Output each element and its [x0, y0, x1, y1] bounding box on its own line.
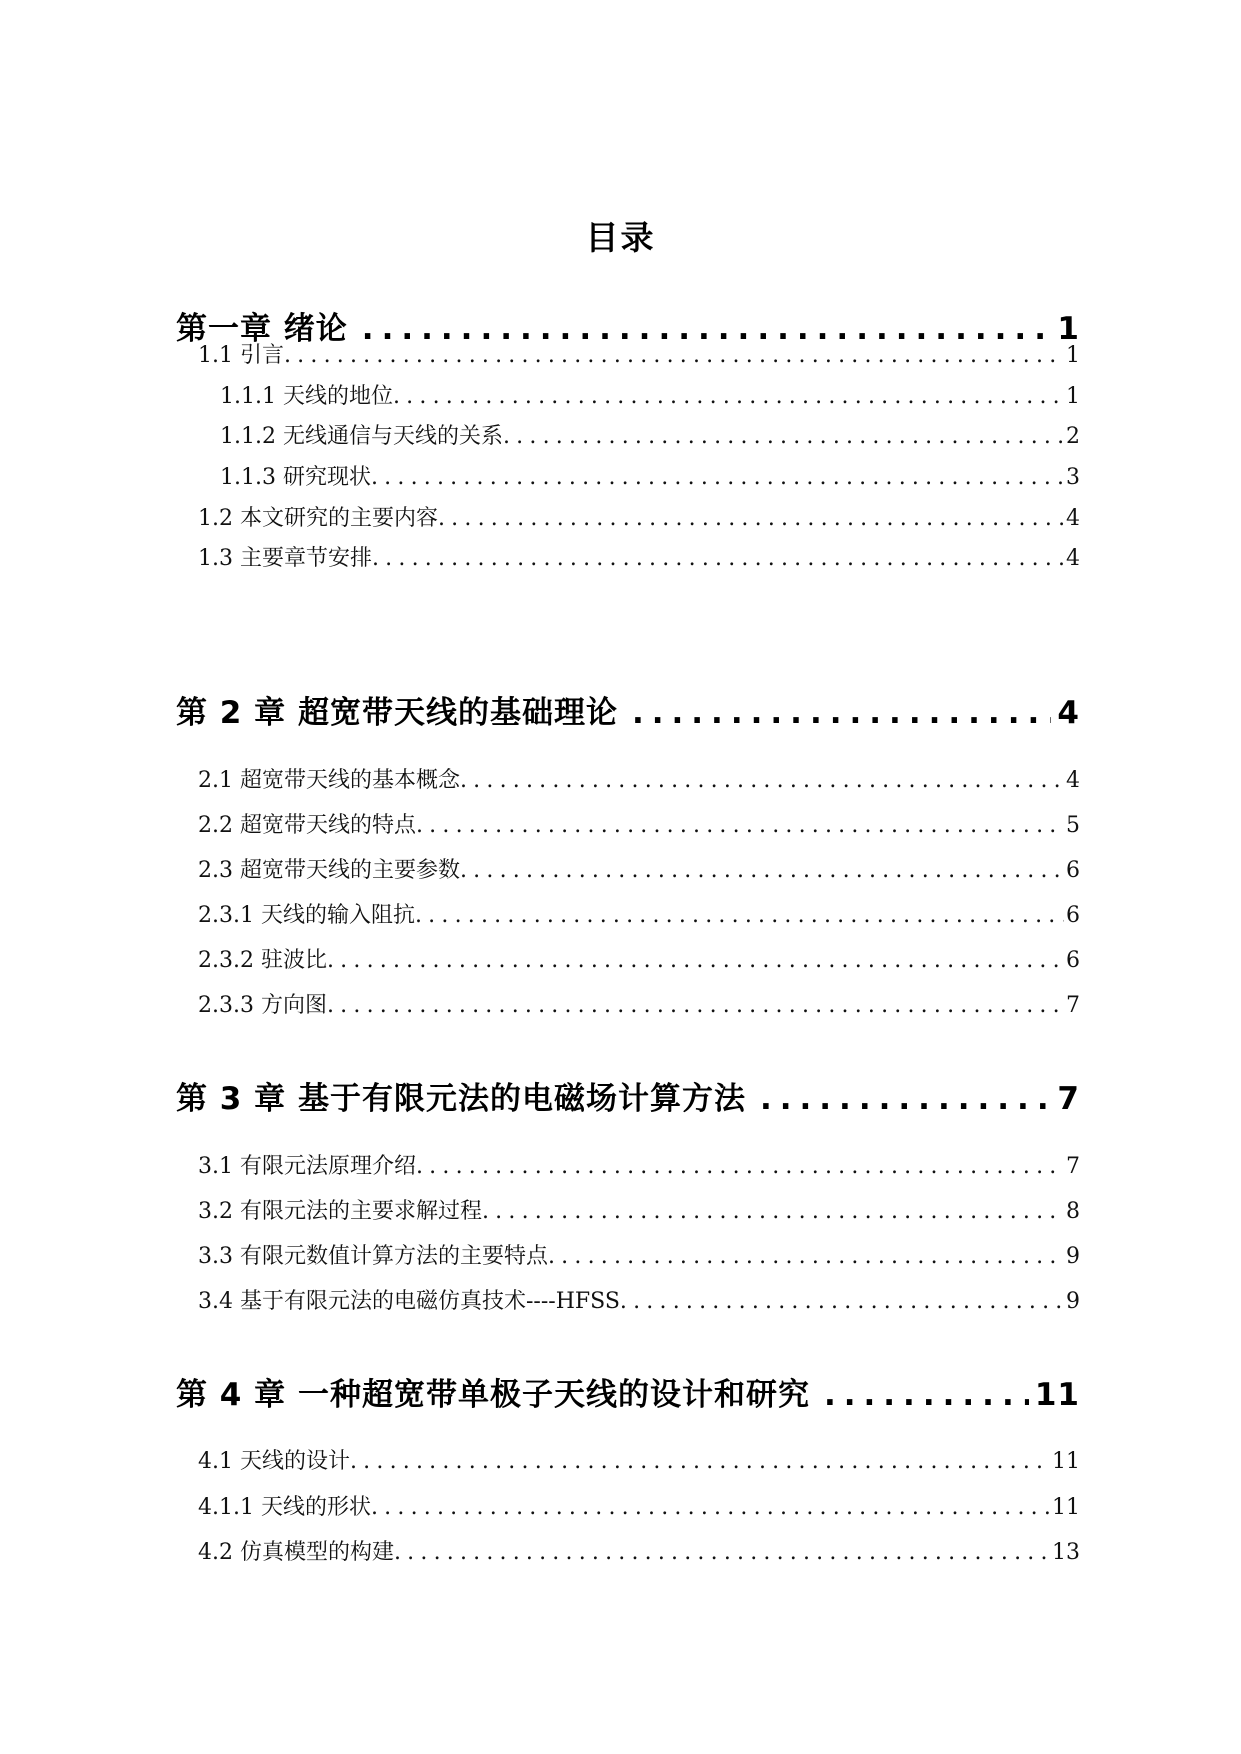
toc-section[interactable]: [198, 808, 1080, 838]
section-title: 4.2 仿真模型的构建: [198, 1540, 394, 1565]
dot-leader: [393, 384, 1064, 409]
dot-leader: [620, 1289, 1064, 1314]
toc-title: 目录: [585, 218, 656, 257]
section-page-number: 1: [1066, 384, 1080, 409]
toc-chapter-2[interactable]: [176, 687, 1080, 731]
section-title: 1.1.3 研究现状: [220, 465, 371, 490]
section-page-number: 11: [1052, 1495, 1080, 1520]
section-page-number: 7: [1066, 1154, 1080, 1179]
dot-leader: [746, 1081, 1051, 1117]
dot-leader: [350, 1449, 1050, 1474]
chapter-page-number: 11: [1034, 1377, 1080, 1413]
chapter-page-number: 4: [1057, 695, 1080, 731]
dot-leader: [416, 813, 1064, 838]
section-title: 1.2 本文研究的主要内容: [198, 506, 438, 531]
dot-leader: [618, 695, 1051, 731]
toc-section[interactable]: [198, 1535, 1080, 1565]
section-page-number: 8: [1066, 1199, 1080, 1224]
toc-chapter-3[interactable]: [176, 1073, 1080, 1117]
toc-section[interactable]: [198, 988, 1080, 1018]
dot-leader: [416, 1154, 1064, 1179]
dot-leader: [438, 506, 1064, 531]
toc-section[interactable]: [198, 501, 1080, 531]
section-title: 2.3.3 方向图: [198, 993, 327, 1018]
section-page-number: 6: [1066, 903, 1080, 928]
section-page-number: 11: [1052, 1449, 1080, 1474]
chapter-page-number: 1: [1057, 311, 1080, 347]
section-page-number: 5: [1066, 813, 1080, 838]
section-title: 4.1.1 天线的形状: [198, 1495, 371, 1520]
section-title: 2.3.1 天线的输入阻抗: [198, 903, 415, 928]
section-page-number: 4: [1066, 546, 1080, 571]
dot-leader: [503, 424, 1064, 449]
section-title: 2.3.2 驻波比: [198, 948, 327, 973]
section-page-number: 1: [1066, 343, 1080, 368]
section-title: 3.3 有限元数值计算方法的主要特点: [198, 1244, 548, 1269]
toc-section[interactable]: [198, 1239, 1080, 1269]
dot-leader: [327, 993, 1064, 1018]
section-page-number: 6: [1066, 948, 1080, 973]
section-title: 4.1 天线的设计: [198, 1449, 350, 1474]
dot-leader: [284, 343, 1064, 368]
toc-chapter-4[interactable]: [176, 1369, 1080, 1413]
chapter-title: 第 2 章 超宽带天线的基础理论: [176, 695, 618, 731]
toc-section[interactable]: [198, 1490, 1080, 1520]
section-title: 2.2 超宽带天线的特点: [198, 813, 416, 838]
dot-leader: [415, 903, 1064, 928]
section-title: 3.4 基于有限元法的电磁仿真技术----HFSS: [198, 1289, 620, 1314]
section-page-number: 13: [1052, 1540, 1080, 1565]
section-title: 2.3 超宽带天线的主要参数: [198, 858, 460, 883]
chapter-title: 第 3 章 基于有限元法的电磁场计算方法: [176, 1081, 746, 1117]
dot-leader: [460, 858, 1064, 883]
toc-section[interactable]: [198, 1284, 1080, 1314]
section-title: 3.1 有限元法原理介绍: [198, 1154, 416, 1179]
toc-section[interactable]: [198, 763, 1080, 793]
section-title: 1.1.1 天线的地位: [220, 384, 393, 409]
dot-leader: [482, 1199, 1064, 1224]
dot-leader: [327, 948, 1064, 973]
section-page-number: 9: [1066, 1244, 1080, 1269]
toc-section[interactable]: [220, 460, 1080, 490]
toc-section[interactable]: [198, 1444, 1080, 1474]
dot-leader: [372, 546, 1064, 571]
section-page-number: 9: [1066, 1289, 1080, 1314]
toc-section[interactable]: [220, 379, 1080, 409]
dot-leader: [394, 1540, 1050, 1565]
section-page-number: 7: [1066, 993, 1080, 1018]
dot-leader: [371, 465, 1064, 490]
toc-section[interactable]: [198, 541, 1080, 571]
chapter-title: 第一章 绪论: [176, 311, 348, 347]
toc-section[interactable]: [198, 853, 1080, 883]
section-page-number: 4: [1066, 506, 1080, 531]
section-page-number: 4: [1066, 768, 1080, 793]
section-title: 1.1.2 无线通信与天线的关系: [220, 424, 503, 449]
section-page-number: 2: [1066, 424, 1080, 449]
section-title: 1.1 引言: [198, 343, 284, 368]
dot-leader: [548, 1244, 1064, 1269]
section-title: 2.1 超宽带天线的基本概念: [198, 768, 460, 793]
chapter-title: 第 4 章 一种超宽带单极子天线的设计和研究: [176, 1377, 810, 1413]
toc-section[interactable]: [198, 1194, 1080, 1224]
toc-section[interactable]: [198, 898, 1080, 928]
section-page-number: 6: [1066, 858, 1080, 883]
chapter-page-number: 7: [1057, 1081, 1080, 1117]
toc-section[interactable]: [198, 338, 1080, 368]
toc-section[interactable]: [198, 943, 1080, 973]
dot-leader: [371, 1495, 1050, 1520]
toc-section[interactable]: [220, 419, 1080, 449]
dot-leader: [460, 768, 1064, 793]
section-page-number: 3: [1066, 465, 1080, 490]
toc-section[interactable]: [198, 1149, 1080, 1179]
section-title: 3.2 有限元法的主要求解过程: [198, 1199, 482, 1224]
section-title: 1.3 主要章节安排: [198, 546, 372, 571]
dot-leader: [810, 1377, 1029, 1413]
